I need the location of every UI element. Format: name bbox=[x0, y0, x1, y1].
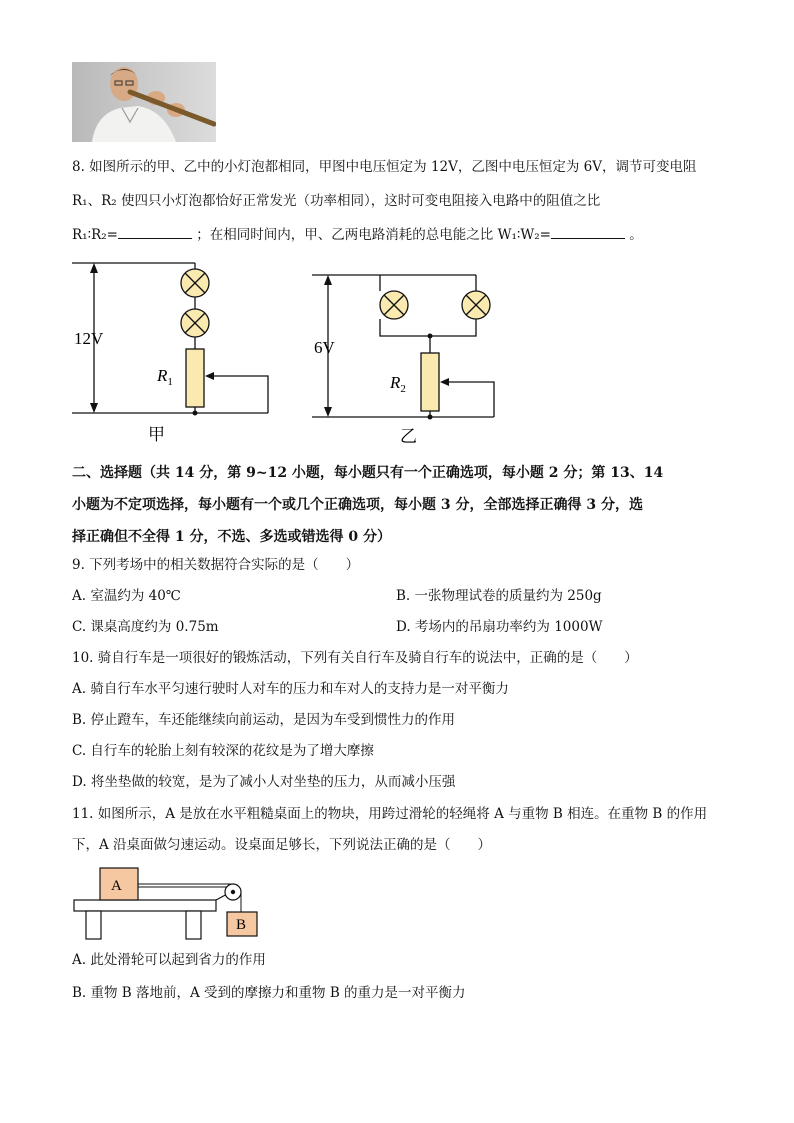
voltage-label-b: 6V bbox=[314, 338, 335, 357]
lamp-icon bbox=[181, 269, 209, 297]
section2-heading-line1: 二、选择题（共 14 分，第 9~12 小题，每小题只有一个正确选项，每小题 2 分；第 13、14 bbox=[72, 465, 664, 481]
slider-arrow-icon bbox=[440, 378, 449, 386]
rheostat-r2 bbox=[421, 353, 439, 411]
q9-option-a[interactable]: A. 室温约为 40℃ bbox=[72, 588, 181, 604]
voltage-arrow-up-icon bbox=[324, 275, 332, 285]
lamp-icon bbox=[380, 291, 408, 319]
table-top bbox=[74, 900, 216, 911]
resistor-label-r1: $R_1$ bbox=[157, 366, 173, 388]
table-leg bbox=[186, 911, 201, 939]
q8-line3 bbox=[72, 226, 643, 244]
circuit-diagram-a bbox=[64, 255, 284, 450]
q10-option-c[interactable]: C. 自行车的轮胎上刻有较深的花纹是为了增大摩擦 bbox=[72, 743, 374, 759]
q11-stem-line2: 下，A 沿桌面做匀速运动。设桌面足够长，下列说法正确的是（ ） bbox=[72, 837, 492, 853]
slider-arrow-icon bbox=[205, 372, 214, 380]
q9-option-d[interactable]: D. 考场内的吊扇功率约为 1000W bbox=[396, 619, 603, 635]
block-a-label: A bbox=[111, 878, 122, 894]
table-leg bbox=[86, 911, 101, 939]
q9-option-b[interactable]: B. 一张物理试卷的质量约为 250g bbox=[396, 588, 602, 604]
caption-b: 乙 bbox=[400, 427, 417, 445]
section2-heading-line2: 小题为不定项选择，每小题有一个或几个正确选项，每小题 3 分，全部选择正确得 3 分，选 bbox=[72, 497, 643, 513]
photo-illustration bbox=[72, 62, 216, 142]
q8-answer-blank-2[interactable] bbox=[551, 226, 625, 239]
rheostat-r1 bbox=[186, 349, 204, 407]
q11-option-b[interactable]: B. 重物 B 落地前，A 受到的摩擦力和重物 B 的重力是一对平衡力 bbox=[72, 985, 466, 1001]
q11-option-a[interactable]: A. 此处滑轮可以起到省力的作用 bbox=[72, 952, 266, 968]
pulley-diagram bbox=[70, 862, 270, 944]
q10-option-d[interactable]: D. 将坐垫做的较宽，是为了减小人对坐垫的压力，从而减小压强 bbox=[72, 774, 456, 790]
voltage-arrow-up-icon bbox=[90, 263, 98, 273]
q11-stem-line1: 11. 如图所示，A 是放在水平粗糙桌面上的物块，用跨过滑轮的轻绳将 A 与重物 B 相连。在重物 B 的作用 bbox=[72, 806, 708, 822]
block-b-label: B bbox=[236, 917, 247, 933]
q9-option-c[interactable]: C. 课桌高度约为 0.75m bbox=[72, 619, 219, 635]
section2-heading-line3: 择正确但不全得 1 分，不选、多选或错选得 0 分） bbox=[72, 529, 391, 545]
flute-player-photo bbox=[72, 62, 216, 142]
q8-line2: R₁、R₂ 使四只小灯泡都恰好正常发光（功率相同），这时可变电阻接入电路中的阻值之比 bbox=[72, 193, 601, 209]
junction-dot bbox=[428, 415, 433, 420]
voltage-arrow-down-icon bbox=[90, 403, 98, 413]
lamp-icon bbox=[181, 309, 209, 337]
q10-option-b[interactable]: B. 停止蹬车，车还能继续向前运动，是因为车受到惯性力的作用 bbox=[72, 712, 456, 728]
q10-option-a[interactable]: A. 骑自行车水平匀速行驶时人对车的压力和车对人的支持力是一对平衡力 bbox=[72, 681, 509, 697]
q8-ratio-r-label: R₁∶R₂= bbox=[72, 227, 118, 243]
circuit-diagram-b bbox=[308, 265, 508, 445]
voltage-label-a: 12V bbox=[74, 329, 104, 348]
q8-line-end: 。 bbox=[629, 227, 643, 243]
voltage-arrow-down-icon bbox=[324, 407, 332, 417]
caption-a: 甲 bbox=[148, 425, 165, 444]
pulley-axle-icon bbox=[231, 890, 235, 894]
q9-stem: 9. 下列考场中的相关数据符合实际的是（ ） bbox=[72, 557, 360, 573]
q10-stem: 10. 骑自行车是一项很好的锻炼活动，下列有关自行车及骑自行车的说法中，正确的是（ ） bbox=[72, 650, 638, 666]
q8-answer-blank-1[interactable] bbox=[118, 226, 192, 239]
junction-dot bbox=[193, 411, 198, 416]
resistor-label-r2: $R_2$ bbox=[390, 373, 406, 395]
q8-line1: 8. 如图所示的甲、乙中的小灯泡都相同，甲图中电压恒定为 12V，乙图中电压恒定为 6V，调节可变电阻 bbox=[72, 159, 697, 175]
q8-ratio-w-label: ；在相同时间内，甲、乙两电路消耗的总电能之比 W₁∶W₂= bbox=[196, 227, 551, 243]
lamp-icon bbox=[462, 291, 490, 319]
junction-dot bbox=[428, 334, 433, 339]
